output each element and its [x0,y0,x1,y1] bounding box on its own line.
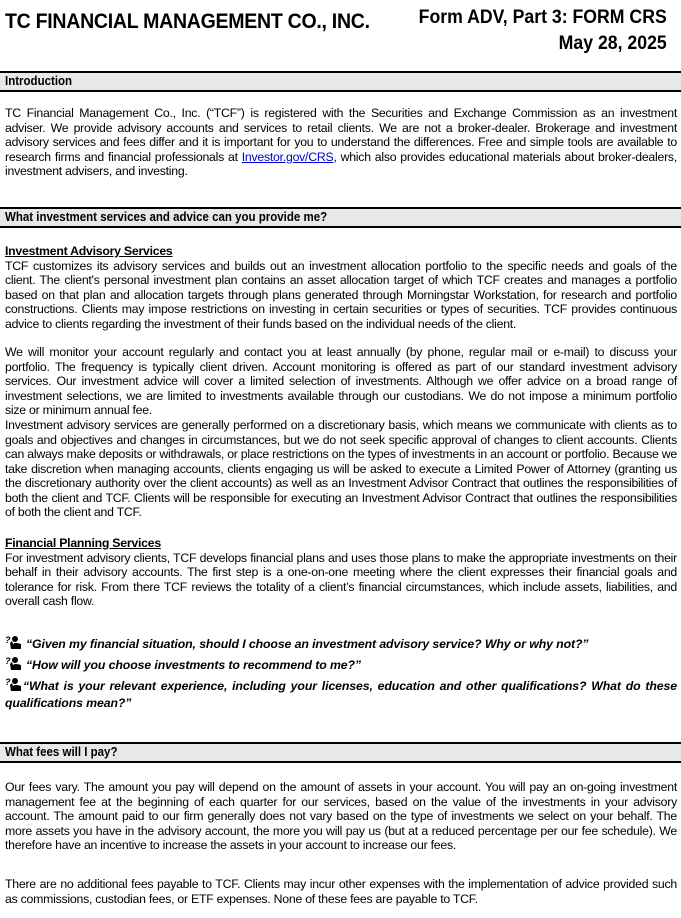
financial-planning-heading: Financial Planning Services [5,536,161,550]
question-person-icon [5,656,23,671]
financial-planning-block [5,536,677,609]
question-person-icon [5,635,23,650]
advisory-paragraph-1: TCF customizes its advisory services and builds out an investment allocation portfolio to the specific needs and goals of the client. The client's personal investment plan contains an asset allocation target of which TCF creates and manages a portfolio based on that plan and allocation targets through plans generated through Morningstar Workstation, for research and portfolio constructions. Clients may impose restrictions on investing in certain securities or types of securities. TCF provides continuous advice to clients regarding the investment of their funds based on the individual needs of the client. [5,258,677,331]
svg-text:?: ? [5,656,11,666]
svg-text:?: ? [5,677,11,687]
section-header-services [0,207,681,228]
form-date: May 28, 2025 [558,33,667,54]
fees-paragraph-2: There are no additional fees payable to TCF. Clients may incur other expenses with the implementation of advice provided such as commissions, custodian fees, or ETF expenses. None of these fees are payable to TCF. [5,877,677,906]
investor-gov-crs-link[interactable]: Investor.gov/CRS [241,149,334,164]
document-header [0,0,681,66]
section-title: Introduction [5,74,73,88]
advisory-paragraph-2: We will monitor your account regularly and contact you at least annually (by phone, regular mail or e-mail) to discuss your portfolio. The frequency is typically client driven. Account monitoring is offered as part of our standard investment advisory services. Our investment advice will cover a limited selection of investments. Although we offer advice on a broad range of investment selections, we are limited to investments available through our custodians. We do not impose a minimum portfolio size or minimum annual fee. [5,345,677,417]
question-person-icon [5,677,23,692]
conversation-starter-question: ? “How will you choose investments to recommend to me?” [5,656,361,672]
fees-paragraph-1: Our fees vary. The amount you pay will depend on the amount of assets in your account. You will pay an on-going investment management fee at the beginning of each quarter for our services, based on the value of the investments in your advisory account. The amount paid to our firm generally does not vary based on the type of investments we select on your behalf. The more assets you have in the advisory account, the more you will pay us (but at a reduced percentage per our fee schedule). We therefore have an incentive to increase the assets in your account to increase our fees. [5,780,677,852]
section-title: What fees will I pay? [5,745,118,759]
section-header-introduction [0,71,681,92]
conversation-starter-question: ? “What is your relevant experience, including your licenses, education and other qualifications? What do these qualifications mean?” [5,677,677,710]
advisory-services-heading: Investment Advisory Services [5,244,173,258]
advisory-services-block [5,244,677,331]
form-title-block [419,5,667,57]
section-title: What investment services and advice can you provide me? [5,210,328,224]
form-title: Form ADV, Part 3: FORM CRS [418,7,667,28]
introduction-paragraph: TC Financial Management Co., Inc. (“TCF”) is registered with the Securities and Exchange Commission as an investment adviser. We provide advisory accounts and services to retail clients. We are not a broker-dealer. Brokerage and investment advisory services and fees differ and it is important for you to understand the differences. Free and simple tools are available to research firms and financial professionals at Investor.gov/CRS, which also provides educational materials about broker-dealers, investment advisers, and investing. [5,106,677,178]
svg-text:?: ? [5,635,11,645]
conversation-starter-question: ? “Given my financial situation, should I choose an investment advisory service? Why or why not?” [5,635,589,651]
advisory-paragraph-3: Investment advisory services are generally performed on a discretionary basis, which means we communicate with clients as to goals and objectives and changes in circumstances, but we do not seek specific approval of changes to client accounts. Clients can always make deposits or withdrawals, or place restrictions on the types of investments in an account or portfolio. Because we take discretion when managing accounts, clients engaging us will be asked to execute a Limited Power of Attorney (granting us the discretionary authority over the client accounts) as well as an Investment Advisor Contract that outlines the responsibilities of both the client and TCF. Clients will be responsible for executing an Investment Advisor Contract that outlines the responsibilities of both the client and TCF. [5,418,677,519]
firm-name: TC FINANCIAL MANAGEMENT CO., INC. [5,10,370,33]
financial-planning-paragraph: For investment advisory clients, TCF develops financial plans and uses those plans to make the appropriate investments on their behalf in their advisory accounts. The first step is a one-on-one meeting where the client expresses their financial goals and tolerance for risk. From there TCF reviews the totality of a client’s financial circumstances, which include assets, liabilities, and overall cash flow. [5,550,677,608]
section-header-fees [0,742,681,763]
